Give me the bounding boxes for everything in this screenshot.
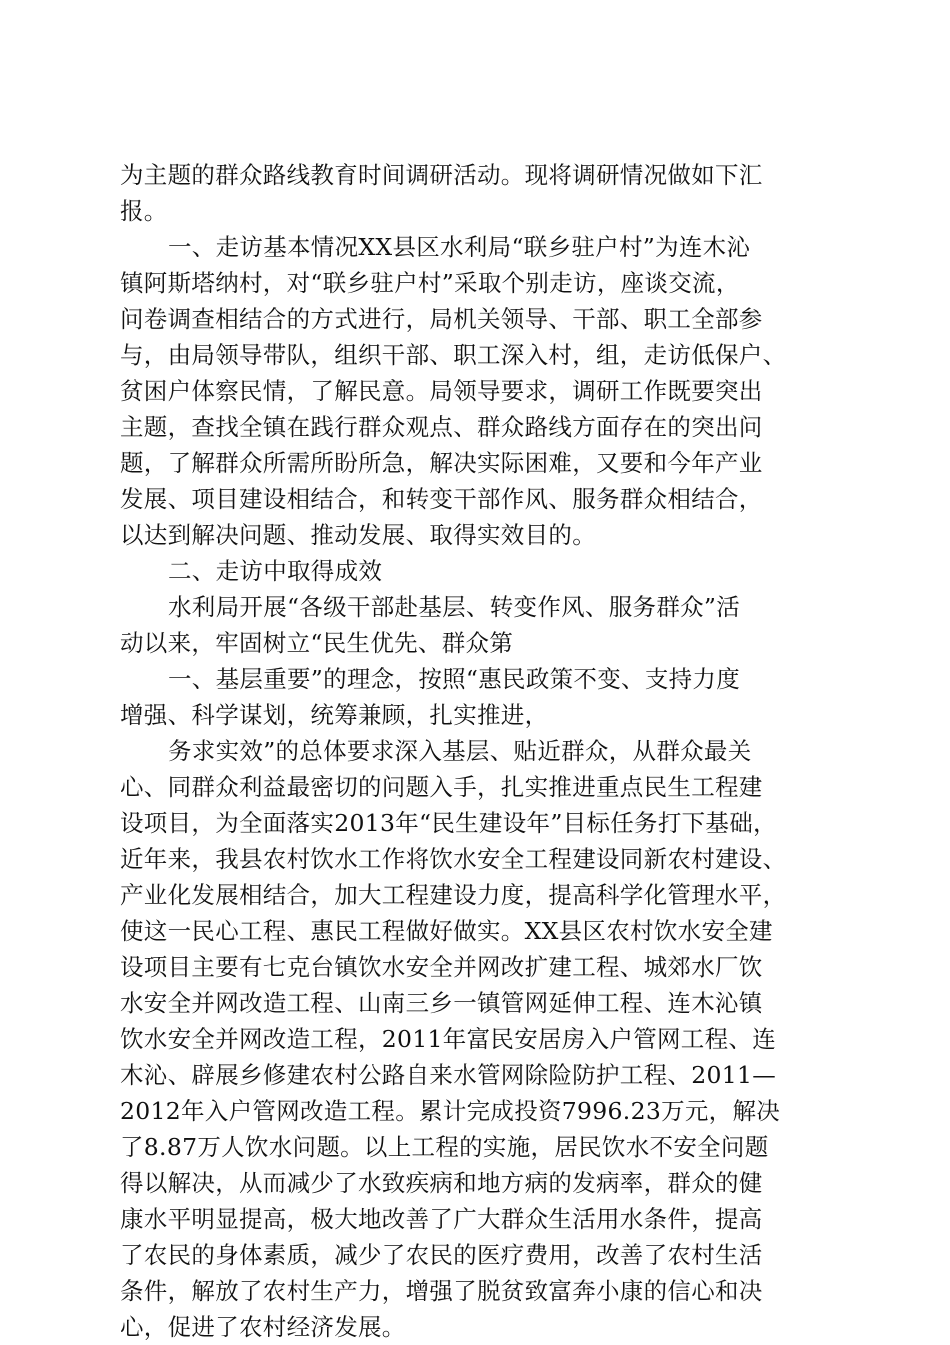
text-line: 条件，解放了农村生产力，增强了脱贫致富奔小康的信心和决 (120, 1277, 763, 1305)
text-line: 贫困户体察民情，了解民意。局领导要求，调研工作既要突出 (120, 377, 763, 405)
text-line: 镇阿斯塔纳村，对“联乡驻户村”采取个别走访，座谈交流， (120, 269, 740, 297)
text-line: 得以解决，从而减少了水致疾病和地方病的发病率，群众的健 (120, 1169, 763, 1197)
text-line: 心，促进了农村经济发展。 (120, 1313, 406, 1341)
text-line: 水利局开展“各级干部赴基层、转变作风、服务群众”活 (168, 593, 741, 621)
text-line: 水安全并网改造工程、山南三乡一镇管网延伸工程、连木沁镇 (120, 989, 763, 1017)
text-line: 饮水安全并网改造工程，2011年富民安居房入户管网工程、连 (120, 1025, 777, 1053)
text-line: 题，了解群众所需所盼所急，解决实际困难，又要和今年产业 (120, 449, 763, 477)
text-line: 为主题的群众路线教育时间调研活动。现将调研情况做如下汇 (120, 161, 763, 189)
text-line: 一、走访基本情况XX县区水利局“联乡驻户村”为连木沁 (168, 233, 751, 261)
text-line: 康水平明显提高，极大地改善了广大群众生活用水条件，提高 (120, 1205, 763, 1233)
text-line: 设项目，为全面落实2013年“民生建设年”目标任务打下基础， (120, 809, 777, 837)
text-line: 问卷调查相结合的方式进行，局机关领导、干部、职工全部参 (120, 305, 763, 333)
text-line: 与，由局领导带队，组织干部、职工深入村，组，走访低保户、 (120, 341, 787, 369)
text-line: 2012年入户管网改造工程。累计完成投资7996.23万元，解决 (120, 1097, 781, 1125)
text-line: 动以来，牢固树立“民生优先、群众第 (120, 629, 514, 657)
text-line: 主题，查找全镇在践行群众观点、群众路线方面存在的突出问 (120, 413, 763, 441)
text-line: 以达到解决问题、推动发展、取得实效目的。 (120, 521, 596, 549)
text-line: 了8.87万人饮水问题。以上工程的实施，居民饮水不安全问题 (120, 1133, 769, 1161)
text-line: 近年来，我县农村饮水工作将饮水安全工程建设同新农村建设、 (120, 845, 787, 873)
text-line: 木沁、辟展乡修建农村公路自来水管网除险防护工程、2011— (120, 1061, 777, 1089)
text-line: 报。 (120, 197, 168, 225)
text-line: 发展、项目建设相结合，和转变干部作风、服务群众相结合， (120, 485, 763, 513)
text-line: 了农民的身体素质，减少了农民的医疗费用，改善了农村生活 (120, 1241, 763, 1269)
section-heading: 二、走访中取得成效 (168, 557, 383, 585)
text-line: 心、同群众利益最密切的问题入手，扎实推进重点民生工程建 (120, 773, 763, 801)
text-line: 增强、科学谋划，统筹兼顾，扎实推进， (120, 701, 549, 729)
text-line: 一、基层重要”的理念，按照“惠民政策不变、支持力度 (168, 665, 741, 693)
text-line: 设项目主要有七克台镇饮水安全并网改扩建工程、城郊水厂饮 (120, 953, 763, 981)
text-line: 使这一民心工程、惠民工程做好做实。XX县区农村饮水安全建 (120, 917, 773, 945)
text-line: 务求实效”的总体要求深入基层、贴近群众，从群众最关 (168, 737, 752, 765)
text-line: 产业化发展相结合，加大工程建设力度，提高科学化管理水平， (120, 881, 787, 909)
